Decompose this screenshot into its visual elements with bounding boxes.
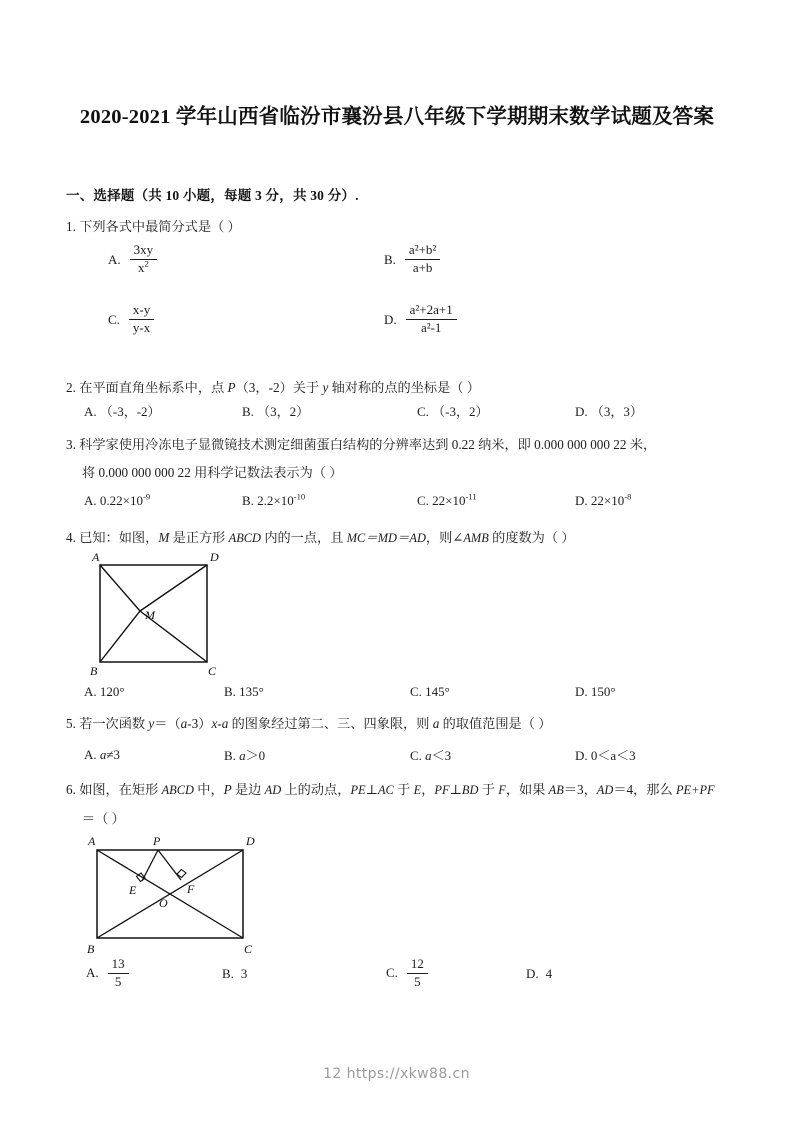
- question-5-option-b[interactable]: [224, 745, 410, 764]
- option-label: C.: [417, 493, 429, 509]
- q6-text-2: 中，: [193, 782, 224, 797]
- point-label-p: P: [153, 834, 161, 848]
- question-4-stem: [66, 527, 752, 549]
- segment-bm: [100, 611, 140, 662]
- fraction-denominator: y-x: [132, 319, 151, 335]
- variable-bd: BD: [461, 783, 479, 797]
- variable-abcd: ABCD: [228, 531, 262, 545]
- question-5-options: [84, 745, 754, 764]
- question-1-options: [84, 244, 754, 364]
- fraction-numerator: a²+b²: [405, 243, 440, 260]
- question-6-stem: [66, 779, 752, 829]
- question-2-stem: [66, 377, 752, 398]
- question-5-text-part-2: ＝（: [154, 716, 181, 731]
- question-3-line-2: [66, 462, 752, 483]
- option-text: （-3，-2）: [99, 404, 161, 419]
- question-3-line-1: [66, 434, 752, 455]
- fraction-numerator: x-y: [129, 303, 154, 320]
- option-label: C.: [417, 404, 429, 419]
- vertex-label-a: A: [88, 834, 96, 848]
- option-label: A.: [84, 684, 97, 700]
- option-label: D.: [575, 684, 588, 700]
- vertex-label-b: B: [87, 942, 95, 956]
- expression-pe-plus-pf: PE+PF: [675, 783, 715, 797]
- variable-x: x: [211, 716, 218, 731]
- question-2-options: [84, 401, 754, 420]
- question-4-option-a[interactable]: [84, 684, 224, 700]
- q6-perp-1: ⊥: [365, 782, 378, 797]
- option-label: D.: [575, 748, 588, 763]
- option-text: （3，3）: [590, 404, 643, 419]
- rectangle-abcd-svg: [80, 833, 290, 961]
- denominator-base: x: [137, 259, 145, 275]
- option-label: B.: [242, 404, 254, 419]
- variable-p: P: [227, 380, 236, 395]
- option-variable: a: [425, 748, 432, 763]
- question-5-option-c[interactable]: [410, 745, 575, 764]
- question-3-options: [84, 492, 754, 509]
- variable-ad: AD: [264, 783, 282, 797]
- question-2-option-b[interactable]: [242, 401, 417, 420]
- option-label: B.: [384, 252, 396, 268]
- option-text: ＞0: [245, 748, 266, 763]
- option-label: B.: [224, 748, 236, 763]
- question-3-text-line-1: 科学家使用冷冻电子显微镜技术测定细菌蛋白结构的分辨率达到 0.22 纳米，即 0.000 000 000 22 米，: [79, 437, 657, 452]
- option-text: 135°: [239, 684, 264, 700]
- question-4-text-part-5: 的度数为（ ）: [488, 530, 575, 545]
- fraction-denominator: a+b: [412, 259, 433, 275]
- point-label-f: F: [187, 882, 195, 896]
- question-2-number: 2.: [66, 380, 76, 395]
- question-4-text-part-2: 是正方形: [169, 530, 229, 545]
- option-base: 2.2×10: [257, 493, 294, 509]
- question-6-line-1: [66, 779, 752, 801]
- question-5-text-part-5: 的图象经过第二、三、四象限，则: [228, 716, 433, 731]
- fraction-denominator: [130, 260, 158, 276]
- question-4-option-b[interactable]: [224, 684, 410, 700]
- fraction-a2-plus-2a-plus-1-over-a2-minus-1: [406, 303, 457, 335]
- question-1-number: 1.: [66, 219, 76, 234]
- option-exponent: -10: [293, 491, 306, 502]
- fraction-3xy-over-x-squared: [130, 243, 158, 275]
- square-abcd-svg: [86, 549, 226, 679]
- fraction-13-over-5: [108, 957, 129, 989]
- segment-pe: [142, 850, 158, 881]
- option-text: 120°: [99, 684, 125, 700]
- figure-square-abcd-with-point-m: [86, 549, 226, 679]
- fraction-numerator: 12: [407, 957, 428, 974]
- point-label-m: M: [145, 608, 155, 622]
- option-text: 150°: [590, 684, 616, 700]
- question-4-text-part-4: ，则∠: [425, 530, 464, 545]
- question-5-text-part-6: 的取值范围是（ ）: [439, 716, 552, 731]
- variable-a-3: a: [432, 716, 440, 731]
- point-label-o: O: [159, 896, 168, 910]
- question-5-option-d[interactable]: [575, 745, 636, 764]
- option-label: C.: [108, 312, 120, 328]
- fraction-numerator: 13: [108, 957, 129, 974]
- question-3-option-a[interactable]: [84, 493, 242, 509]
- question-5-text-part-1: 若一次函数: [79, 716, 149, 731]
- question-5-stem: [66, 713, 752, 734]
- q6-text-9: ＝3，: [563, 782, 597, 797]
- question-3-stem: [66, 434, 752, 483]
- question-5-number: 5.: [66, 716, 76, 731]
- vertex-label-d: D: [246, 834, 255, 848]
- relation-mc-md-ad: MC＝MD＝AD: [346, 531, 426, 545]
- option-base: 0.22×10: [99, 493, 143, 509]
- option-variable: a: [239, 748, 246, 763]
- variable-y: y: [148, 716, 155, 731]
- question-6-text-line-2: ＝（ ）: [82, 811, 125, 826]
- question-2-text-part-3: 轴对称的点的坐标是（ ）: [328, 380, 480, 395]
- question-6-line-2: [66, 808, 752, 829]
- section-heading-multiple-choice: 一、选择题（共 10 小题，每题 3 分，共 30 分）.: [66, 188, 359, 203]
- fraction-12-over-5: [407, 957, 428, 989]
- option-label: D.: [384, 312, 397, 328]
- q6-text-10: ＝4，那么: [613, 782, 676, 797]
- question-5-text-part-3: -3）: [187, 716, 212, 731]
- question-6-option-a[interactable]: [86, 958, 222, 990]
- option-text: 145°: [425, 684, 450, 700]
- question-4-text-part-3: 内的一点，且: [261, 530, 347, 545]
- question-3-number: 3.: [66, 437, 76, 452]
- fraction-denominator: 5: [414, 973, 421, 989]
- variable-f: F: [498, 783, 506, 797]
- option-label: D.: [575, 404, 588, 419]
- question-6-options: [86, 958, 756, 990]
- question-4-option-c[interactable]: [410, 684, 575, 700]
- option-variable: a: [99, 746, 107, 762]
- vertex-label-c: C: [208, 664, 217, 678]
- option-label: C.: [410, 684, 422, 700]
- question-6-option-d[interactable]: [526, 966, 552, 982]
- option-text: ≠3: [106, 746, 121, 762]
- variable-a-2: a: [221, 716, 229, 731]
- option-label: B.: [224, 684, 236, 700]
- variable-p: P: [223, 782, 232, 797]
- q6-text-1: 如图，在矩形: [79, 782, 162, 797]
- figure-rectangle-abcd-diagonals: [80, 833, 290, 961]
- option-label: A.: [86, 965, 99, 981]
- option-exponent: -8: [624, 491, 632, 502]
- option-label: C.: [386, 965, 398, 981]
- question-1-option-b[interactable]: [384, 244, 442, 276]
- question-6-option-b[interactable]: [222, 966, 386, 982]
- option-label: A.: [108, 252, 121, 268]
- question-2-text-part-1: 在平面直角坐标系中，点: [79, 380, 228, 395]
- vertex-label-c: C: [244, 942, 253, 956]
- question-4-text-part-1: 已知：如图，: [79, 530, 159, 545]
- point-label-e: E: [129, 883, 137, 897]
- question-4-options: [84, 683, 754, 700]
- q6-perp-2: ⊥: [449, 782, 462, 797]
- option-exponent: -11: [465, 491, 477, 502]
- page-title: 2020-2021 学年山西省临汾市襄汾县八年级下学期期末数学试题及答案: [79, 106, 715, 128]
- question-3-option-b[interactable]: [242, 493, 417, 509]
- question-2-option-c[interactable]: [417, 401, 575, 420]
- denominator-exponent: 2: [144, 258, 149, 269]
- question-6-number: 6.: [66, 782, 76, 797]
- question-1-stem: [66, 216, 752, 237]
- angle-amb: AMB: [463, 531, 489, 545]
- question-3-option-d[interactable]: [575, 493, 631, 509]
- q6-text-5: 于: [393, 782, 414, 797]
- option-exponent: -9: [142, 491, 151, 502]
- segment-pf: [158, 850, 181, 880]
- question-4-number: 4.: [66, 530, 76, 545]
- question-6-option-c[interactable]: [386, 958, 526, 990]
- option-text: 0＜a＜3: [590, 748, 636, 763]
- q6-text-4: 上的动点，: [281, 782, 351, 797]
- option-label: D.: [526, 966, 539, 982]
- option-label: A.: [84, 493, 97, 509]
- variable-pf: PF: [434, 783, 450, 797]
- vertex-label-b: B: [90, 664, 98, 678]
- option-text: ＜3: [431, 748, 452, 763]
- question-3-option-c[interactable]: [417, 493, 575, 509]
- q6-text-3: 是边: [231, 782, 265, 797]
- option-text: 4: [545, 966, 553, 982]
- option-text: （-3，2）: [432, 404, 489, 419]
- page-footer-watermark: 12 https://xkw88.cn: [323, 1066, 470, 1082]
- fraction-x-minus-y-over-y-minus-x: [129, 303, 154, 335]
- variable-ab: AB: [548, 783, 564, 797]
- question-1-option-a[interactable]: [108, 244, 159, 276]
- fraction-denominator: a²-1: [420, 319, 442, 335]
- variable-ac: AC: [377, 783, 394, 797]
- question-3-text-line-2: 将 0.000 000 000 22 用科学记数法表示为（ ）: [82, 465, 343, 480]
- variable-abcd: ABCD: [161, 783, 194, 797]
- q6-text-7: 于: [478, 782, 499, 797]
- fraction-numerator: a²+2a+1: [406, 303, 457, 320]
- variable-a-1: a: [180, 716, 188, 731]
- variable-e: E: [413, 783, 422, 797]
- question-2-option-a[interactable]: [84, 401, 242, 420]
- option-base: 22×10: [590, 493, 625, 509]
- question-1-option-row-1: [84, 244, 754, 304]
- question-1-option-c[interactable]: [108, 304, 156, 336]
- option-base: 22×10: [432, 493, 466, 509]
- fraction-denominator: 5: [114, 973, 122, 989]
- variable-pe: PE: [350, 783, 366, 797]
- option-label: B.: [242, 493, 254, 509]
- question-5-option-a[interactable]: [84, 747, 224, 763]
- option-label: A.: [84, 746, 97, 762]
- variable-m: M: [158, 530, 170, 545]
- option-label: A.: [84, 404, 97, 419]
- question-1-text: 下列各式中最简分式是（ ）: [79, 219, 241, 234]
- fraction-numerator: 3xy: [130, 243, 158, 260]
- option-label: C.: [410, 748, 422, 763]
- question-2-option-d[interactable]: [575, 401, 643, 420]
- fraction-a2-plus-b2-over-a-plus-b: [405, 243, 440, 275]
- segment-md: [140, 565, 207, 611]
- q6-text-6: ，: [421, 782, 435, 797]
- variable-ad-2: AD: [596, 783, 614, 797]
- variable-y: y: [322, 380, 329, 395]
- question-1-option-row-2: [84, 304, 754, 364]
- question-1-option-d[interactable]: [384, 304, 459, 336]
- segment-am: [100, 565, 140, 611]
- question-5-text-part-4: -: [217, 716, 222, 731]
- q6-text-8: ，如果: [505, 782, 549, 797]
- vertex-label-a: A: [92, 550, 100, 564]
- question-4-option-d[interactable]: [575, 684, 616, 700]
- question-2-text-part-2: （3，-2）关于: [235, 380, 323, 395]
- option-label: D.: [575, 493, 588, 509]
- option-label: B.: [222, 966, 234, 982]
- option-text: （3，2）: [257, 404, 310, 419]
- vertex-label-d: D: [210, 550, 219, 564]
- option-text: 3: [240, 966, 248, 982]
